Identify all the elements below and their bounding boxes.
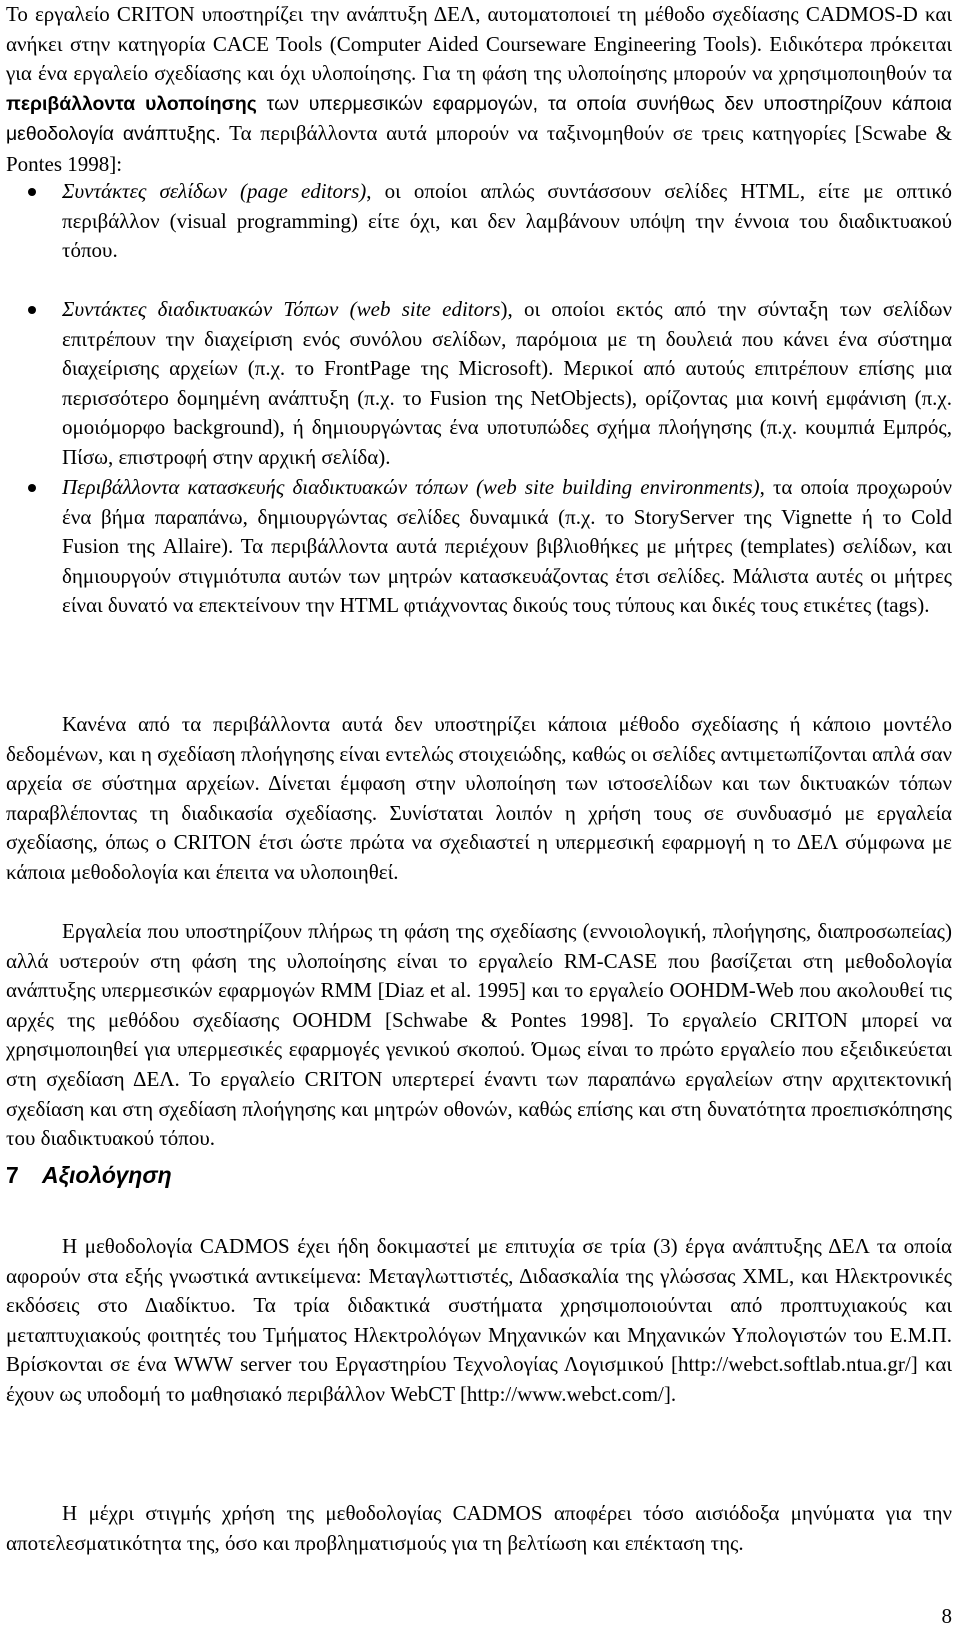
bullet-icon xyxy=(28,306,36,314)
section-title: Αξιολόγηση xyxy=(42,1162,172,1188)
page-number: 8 xyxy=(941,1604,952,1628)
list-item xyxy=(6,177,952,295)
list-item-text: , τα οποία προχωρούν ένα βήμα παραπάνω, δημιουργώντας σελίδες δυναμικά (π.χ. το StoryServer της Vignette ή το Cold Fusion της Allaire). Τα περιβάλλοντα αυτά περιέχουν βιβλιοθήκες με μήτρες (templates) σελίδων, και δημιουργούν στιγμιότυπα αυτών των μητρών κατασκευάζοντας έτσι σελίδες. Μάλιστα αυτές οι μήτρες είναι δυνατό να επεκτείνουν την HTML φτιάχνοντας δικούς τους τύπους και δικές τους ετικέτες (tags). xyxy=(62,475,952,618)
intro-text-2: των υπερμεσικών εφαρμογών, τα οποία συνήθως δεν υποστηρίζουν κάποια μεθοδολογία ανάπτυξης. xyxy=(6,92,952,146)
section-heading xyxy=(6,1162,172,1189)
intro-bold-term: περιβάλλοντα υλοποίησης xyxy=(6,92,257,115)
bullet-icon xyxy=(28,484,36,492)
paragraph-implementation-environments: Κανένα από τα περιβάλλοντα αυτά δεν υποστηρίζει κάποια μέθοδο σχεδίασης ή κάποιο μοντέλο δεδομένων, και η σχεδίαση πλοήγησης είναι εντελώς στοιχειώδης, καθώς οι σελίδες αντιμετωπίζονται απλά σαν αρχεία σε σύστημα αρχείων. Δίνεται έμφαση στην υλοποίηση των ιστοσελίδων και των δικτυακών τόπων παραβλέποντας τη διαδικασία σχεδίασης. Συνίσταται λοιπόν η χρήση τους σε συνδυασμό με εργαλεία σχεδίασης, όπως ο CRITON έτσι ώστε πρώτα να σχεδιαστεί η υπερμεσική εφαρμογή η το ΔΕΛ σύμφωνα με κάποια μεθοδολογία και έπειτα να υλοποιηθεί. xyxy=(6,712,952,884)
list-item-text: ), οι οποίοι εκτός από την σύνταξη των σελίδων επιτρέπουν την διαχείριση ενός συνόλου σελίδων, παρόμοια με τη δουλειά που κάνει ένα σύστημα διαχείρισης αρχείων (π.χ. το FrontPage της Microsoft). Μερικοί από αυτούς επιτρέπουν επίσης μια περισσότερο δομημένη ανάπτυξη (π.χ. το Fusion της NetObjects), ορίζοντας μια κοινή εμφάνιση (π.χ. ομοιόμορφο background), ή δημιουργώντας ένα υποτυπώδες σχήμα πλοήγησης (π.χ. κουμπιά Εμπρός, Πίσω, επιστροφή στην αρχική σελίδα). xyxy=(62,297,952,469)
section-number: 7 xyxy=(6,1162,19,1188)
list-item xyxy=(6,295,952,473)
list-item-text: , οι οποίοι απλώς συντάσσουν σελίδες HTML, είτε με οπτικό περιβάλλον (visual programming) είτε όχι, και δεν λαμβάνουν υπόψη την έννοια του διαδικτυακού τόπου. xyxy=(62,179,952,263)
paragraph-design-tools: Εργαλεία που υποστηρίζουν πλήρως τη φάση της σχεδίασης (εννοιολογική, πλοήγησης, διαπροσωπείας) αλλά υστερούν στη φάση της υλοποίησης είναι το εργαλείο RM-CASE που βασίζεται στη μεθοδολογία ανάπτυξης υπερμεσικών εφαρμογών RMM [Diaz et al. 1995] και το εργαλείο OOHDM-Web που ακολουθεί τις αρχές της μεθόδου σχεδίασης OOHDM [Schwabe & Pontes 1998]. Το εργαλείο CRITON μπορεί να χρησιμοποιηθεί για υπερμεσικές εφαρμογές γενικού σκοπού. Όμως είναι το πρώτο εργαλείο που εξειδικεύεται στη σχεδίαση ΔΕΛ. Το εργαλείο CRITON υπερτερεί έναντι των παραπάνω εργαλείων στην αρχιτεκτονική σχεδίαση και στη σχεδίαση πλοήγησης και μητρών οθονών, καθώς επίσης και στη δυνατότητα προεπισκόπησης του διαδικτυακού τόπου. xyxy=(6,919,952,1151)
intro-text-3: Τα περιβάλλοντα αυτά μπορούν να ταξινομηθούν σε τρεις κατηγορίες [Scwabe & Pontes 1998]: xyxy=(6,121,952,176)
list-item-term: Συντάκτες διαδικτυακών Τόπων (web site editors xyxy=(62,297,501,321)
list-item-term: Περιβάλλοντα κατασκευής διαδικτυακών τόπων (web site building environments) xyxy=(62,475,760,499)
list-item-term: Συντάκτες σελίδων (page editors) xyxy=(62,179,367,203)
environment-categories-list xyxy=(6,177,952,621)
list-item xyxy=(6,473,952,621)
intro-paragraph xyxy=(6,0,952,180)
intro-text-1: Το εργαλείο CRITON υποστηρίζει την ανάπτυξη ΔΕΛ, αυτοματοποιεί τη μέθοδο σχεδίασης CADMOS-D και ανήκει στην κατηγορία CACE Tools (Computer Aided Courseware Engineering Tools). Ειδικότερα πρόκειται για ένα εργαλείο σχεδίασης και όχι υλοποίησης. Για τη φάση της υλοποίησης μπορούν να χρησιμοποιηθούν τα xyxy=(6,2,952,86)
paragraph-evaluation: Η μεθοδολογία CADMOS έχει ήδη δοκιμαστεί με επιτυχία σε τρία (3) έργα ανάπτυξης ΔΕΛ τα οποία αφορούν στα εξής γνωστικά αντικείμενα: Μεταγλωττιστές, Διδασκαλία της γλώσσας XML, και Ηλεκτρονικές εκδόσεις στο Διαδίκτυο. Τα τρία διδακτικά συστήματα χρησιμοποιούνται από προπτυχιακούς και μεταπτυχιακούς φοιτητές του Τμήματος Ηλεκτρολόγων Μηχανικών και Μηχανικών Υπολογιστών του Ε.Μ.Π. Βρίσκονται σε ένα WWW server του Εργαστηρίου Τεχνολογίας Λογισμικού [http://webct.softlab.ntua.gr/] και έχουν ως υποδομή το μαθησιακό περιβάλλον WebCT [http://www.webct.com/]. xyxy=(6,1234,952,1406)
paragraph-conclusion: Η μέχρι στιγμής χρήση της μεθοδολογίας CADMOS αποφέρει τόσο αισιόδοξα μηνύματα για την αποτελεσματικότητα της, όσο και προβληματισμούς για τη βελτίωση και επέκταση της. xyxy=(6,1501,952,1555)
bullet-icon xyxy=(28,188,36,196)
